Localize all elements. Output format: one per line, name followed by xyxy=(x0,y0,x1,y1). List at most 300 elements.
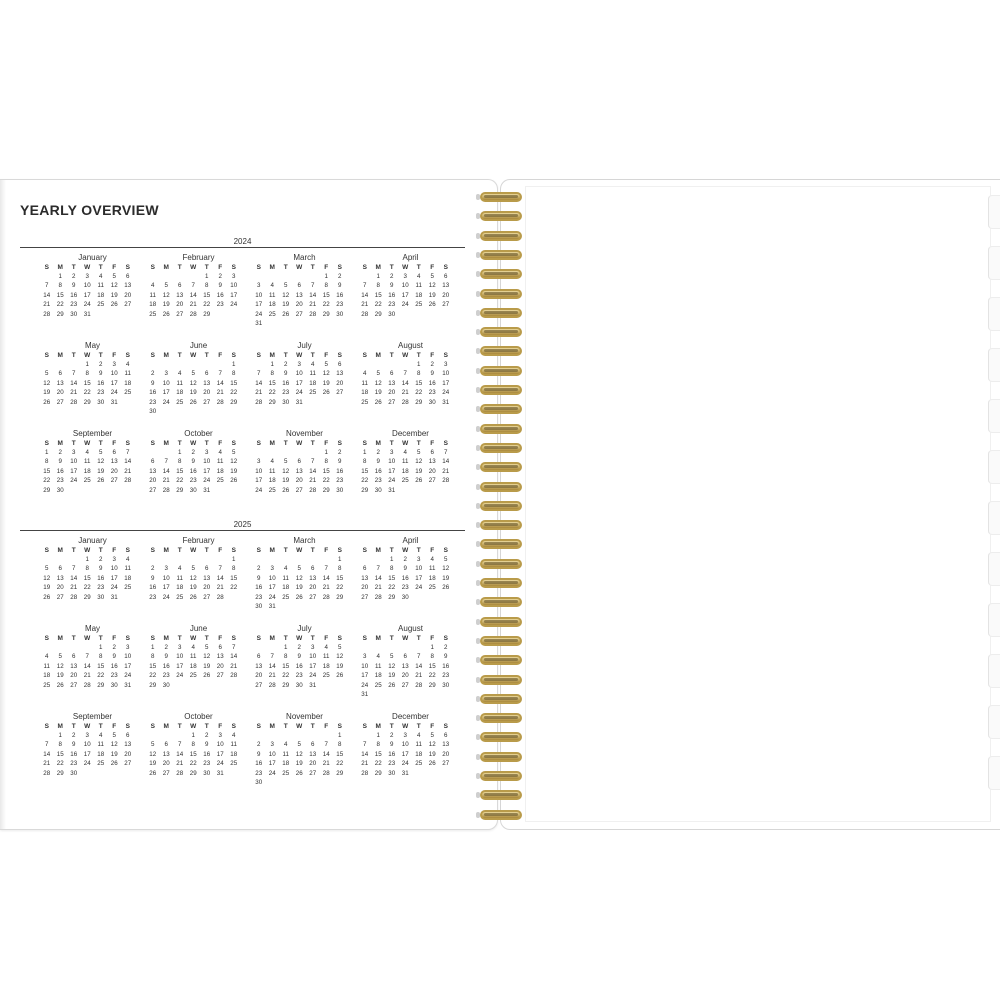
weekday-label: W xyxy=(84,440,91,447)
day-number: 21 xyxy=(189,301,197,309)
week-row xyxy=(358,769,463,778)
weekday-label: M xyxy=(163,440,169,447)
weekday-label: M xyxy=(269,352,275,359)
week-row xyxy=(40,564,145,573)
week-row xyxy=(252,681,357,690)
day-number: 27 xyxy=(336,389,344,397)
day-number: 19 xyxy=(203,662,211,670)
day-number: 29 xyxy=(361,486,369,494)
weekday-label: S xyxy=(231,723,236,730)
day-number: 28 xyxy=(162,486,170,494)
weekday-label: F xyxy=(324,547,329,554)
day-number xyxy=(279,602,293,611)
day-number xyxy=(146,272,160,281)
weekday-header xyxy=(358,263,463,272)
month-calendar xyxy=(252,428,357,516)
spiral-coil xyxy=(474,267,524,281)
weekday-label: S xyxy=(44,635,49,642)
day-number: 3 xyxy=(205,449,209,456)
day-number: 19 xyxy=(97,467,105,475)
day-number: 18 xyxy=(83,467,91,475)
day-number: 3 xyxy=(257,458,261,466)
day-number: 14 xyxy=(124,458,132,466)
day-number: 28 xyxy=(43,310,51,318)
spiral-coil xyxy=(474,808,524,822)
day-number: 3 xyxy=(232,273,236,280)
day-number: 9 xyxy=(72,741,76,749)
month-name: October xyxy=(184,712,213,721)
day-number: 16 xyxy=(442,662,450,670)
day-number: 14 xyxy=(176,750,184,758)
weekday-label: S xyxy=(443,352,448,359)
day-number: 1 xyxy=(205,273,209,280)
day-number xyxy=(293,272,307,281)
day-number: 18 xyxy=(268,301,276,309)
day-number: 11 xyxy=(415,741,422,749)
day-number: 15 xyxy=(374,291,382,299)
month-tab[interactable] xyxy=(988,297,1000,331)
weekday-label: S xyxy=(44,440,49,447)
day-number: 30 xyxy=(295,681,303,689)
week-row xyxy=(358,281,463,290)
week-row xyxy=(40,740,145,749)
day-number xyxy=(252,448,266,457)
day-number: 11 xyxy=(149,291,156,299)
day-number xyxy=(94,769,108,778)
month-tab[interactable] xyxy=(988,450,1000,484)
day-number: 5 xyxy=(324,361,328,368)
month-calendar xyxy=(358,340,463,428)
week-row xyxy=(252,476,357,485)
weekday-label: S xyxy=(150,723,155,730)
weekday-label: F xyxy=(430,723,435,730)
day-number xyxy=(399,643,413,652)
day-number: 18 xyxy=(428,574,436,582)
day-number: 23 xyxy=(216,301,224,309)
weekday-label: F xyxy=(112,440,117,447)
day-number: 24 xyxy=(110,584,118,592)
day-number: 6 xyxy=(72,653,76,661)
day-number: 13 xyxy=(176,291,184,299)
day-number: 4 xyxy=(191,644,195,651)
day-number: 9 xyxy=(390,282,394,290)
week-row xyxy=(252,555,357,564)
day-number: 23 xyxy=(255,769,263,777)
day-number: 3 xyxy=(257,282,261,290)
day-number: 12 xyxy=(295,574,303,582)
month-name: December xyxy=(392,712,429,721)
day-number: 3 xyxy=(72,449,76,456)
day-number: 16 xyxy=(97,574,105,582)
weekday-label: W xyxy=(402,352,409,359)
day-number xyxy=(227,593,241,602)
day-number: 8 xyxy=(363,458,367,466)
day-number: 10 xyxy=(401,282,409,290)
week-row xyxy=(40,457,145,466)
day-number xyxy=(67,555,81,564)
day-number: 20 xyxy=(361,584,369,592)
weekday-header xyxy=(252,634,357,643)
weekday-label: M xyxy=(375,440,381,447)
week-row xyxy=(252,583,357,592)
week-row xyxy=(146,457,251,466)
weekday-label: S xyxy=(337,547,342,554)
day-number: 18 xyxy=(97,291,105,299)
day-number xyxy=(306,731,320,740)
weekday-header xyxy=(40,722,145,731)
day-number: 22 xyxy=(374,760,382,768)
day-number: 6 xyxy=(403,653,407,661)
day-number: 15 xyxy=(97,662,105,670)
week-row xyxy=(252,398,357,407)
week-row xyxy=(252,379,357,388)
week-row xyxy=(358,486,463,495)
spiral-coil xyxy=(474,537,524,551)
day-number: 26 xyxy=(282,486,290,494)
day-number xyxy=(173,272,187,281)
week-row xyxy=(358,272,463,281)
day-number: 5 xyxy=(417,449,421,456)
week-row xyxy=(40,398,145,407)
week-row xyxy=(252,593,357,602)
weekday-label: F xyxy=(112,635,117,642)
day-number: 21 xyxy=(268,672,276,680)
month-tab[interactable] xyxy=(988,399,1000,433)
month-name: July xyxy=(297,624,312,633)
day-number xyxy=(320,398,334,407)
weekday-header xyxy=(40,634,145,643)
day-number: 3 xyxy=(178,644,182,651)
day-number: 16 xyxy=(162,662,170,670)
weekday-label: T xyxy=(98,352,103,359)
day-number: 21 xyxy=(124,467,132,475)
day-number xyxy=(214,407,228,416)
month-tab[interactable] xyxy=(988,195,1000,229)
week-row xyxy=(146,448,251,457)
day-number: 30 xyxy=(149,407,157,415)
week-row xyxy=(358,300,463,309)
day-number: 1 xyxy=(85,556,89,563)
day-number: 28 xyxy=(415,681,423,689)
weekday-label: M xyxy=(375,635,381,642)
day-number xyxy=(293,778,307,787)
weekday-header xyxy=(146,546,251,555)
month-name: October xyxy=(184,429,213,438)
day-number xyxy=(173,407,187,416)
day-number: 23 xyxy=(374,477,382,485)
day-number: 21 xyxy=(70,389,78,397)
day-number: 25 xyxy=(43,681,51,689)
weekday-label: T xyxy=(177,264,182,271)
day-number: 29 xyxy=(336,769,344,777)
day-number: 3 xyxy=(403,273,407,280)
day-number: 26 xyxy=(189,398,197,406)
weekday-label: M xyxy=(57,723,63,730)
month-tab[interactable] xyxy=(988,501,1000,535)
week-row xyxy=(358,476,463,485)
day-number: 12 xyxy=(97,458,105,466)
month-tab[interactable] xyxy=(988,705,1000,739)
week-row xyxy=(146,407,251,416)
day-number: 18 xyxy=(149,301,157,309)
year-label: 2024 xyxy=(233,237,252,246)
day-number xyxy=(81,769,95,778)
day-number: 22 xyxy=(230,389,238,397)
week-row xyxy=(40,310,145,319)
month-calendar xyxy=(358,428,463,516)
day-number: 14 xyxy=(361,291,369,299)
day-number: 9 xyxy=(99,370,103,378)
day-number: 2 xyxy=(403,556,407,563)
day-number: 23 xyxy=(282,389,290,397)
weekday-label: S xyxy=(125,723,130,730)
day-number: 2 xyxy=(112,644,116,651)
spiral-coil xyxy=(474,190,524,204)
week-row xyxy=(146,388,251,397)
day-number xyxy=(121,769,135,778)
week-row xyxy=(358,690,463,699)
day-number: 20 xyxy=(442,291,450,299)
day-number xyxy=(266,643,280,652)
day-number: 24 xyxy=(176,672,184,680)
weekday-label: W xyxy=(296,352,303,359)
day-number: 16 xyxy=(255,760,263,768)
day-number xyxy=(426,769,440,778)
day-number: 23 xyxy=(97,584,105,592)
day-number: 16 xyxy=(336,291,344,299)
day-number: 24 xyxy=(442,389,450,397)
day-number xyxy=(214,360,228,369)
month-calendar xyxy=(146,711,251,799)
weekday-header xyxy=(252,439,357,448)
day-number: 12 xyxy=(442,565,450,573)
day-number: 30 xyxy=(255,778,263,786)
day-number: 10 xyxy=(361,662,369,670)
spiral-coil xyxy=(474,576,524,590)
day-number: 23 xyxy=(149,593,157,601)
day-number: 22 xyxy=(56,301,64,309)
day-number xyxy=(54,555,68,564)
weekday-label: W xyxy=(296,635,303,642)
day-number: 3 xyxy=(363,653,367,661)
day-number: 25 xyxy=(97,760,105,768)
day-number: 27 xyxy=(56,593,64,601)
day-number: 16 xyxy=(388,750,396,758)
day-number xyxy=(252,731,266,740)
day-number: 12 xyxy=(149,750,157,758)
weekday-label: T xyxy=(416,264,421,271)
weekday-label: S xyxy=(362,723,367,730)
day-number: 22 xyxy=(336,760,344,768)
day-number: 10 xyxy=(268,574,276,582)
month-calendar xyxy=(358,535,463,623)
day-number: 14 xyxy=(309,467,317,475)
spiral-coil xyxy=(474,750,524,764)
month-tab[interactable] xyxy=(988,348,1000,382)
day-number: 2 xyxy=(72,273,76,280)
day-number: 8 xyxy=(417,370,421,378)
day-number: 16 xyxy=(374,467,382,475)
week-row xyxy=(40,555,145,564)
day-number xyxy=(279,448,293,457)
day-number: 6 xyxy=(205,370,209,378)
day-number: 9 xyxy=(257,750,261,758)
day-number xyxy=(372,555,386,564)
day-number: 20 xyxy=(203,389,211,397)
week-row xyxy=(40,476,145,485)
day-number: 10 xyxy=(230,282,238,290)
month-tab[interactable] xyxy=(988,603,1000,637)
week-row xyxy=(40,769,145,778)
week-row xyxy=(40,750,145,759)
day-number xyxy=(372,360,386,369)
week-row xyxy=(358,759,463,768)
weekday-label: F xyxy=(218,440,223,447)
day-number: 20 xyxy=(295,477,303,485)
week-row xyxy=(40,272,145,281)
day-number: 3 xyxy=(164,565,168,573)
day-number: 10 xyxy=(295,370,303,378)
weekday-label: M xyxy=(57,547,63,554)
day-number: 7 xyxy=(324,741,328,749)
day-number: 19 xyxy=(428,291,436,299)
day-number: 9 xyxy=(297,653,301,661)
weekday-label: M xyxy=(163,264,169,271)
day-number: 1 xyxy=(45,449,49,456)
day-number: 22 xyxy=(176,477,184,485)
weekday-label: T xyxy=(71,723,76,730)
day-number: 12 xyxy=(428,741,436,749)
day-number: 16 xyxy=(295,662,303,670)
day-number: 5 xyxy=(45,370,49,378)
month-name: June xyxy=(189,624,208,633)
day-number xyxy=(94,310,108,319)
day-number: 12 xyxy=(388,662,396,670)
weekday-label: S xyxy=(256,352,261,359)
day-number: 20 xyxy=(295,301,303,309)
month-name: April xyxy=(402,536,419,545)
day-number: 13 xyxy=(124,741,132,749)
day-number: 16 xyxy=(428,379,436,387)
day-number xyxy=(67,486,81,495)
day-number: 2 xyxy=(151,565,155,573)
day-number: 12 xyxy=(43,379,51,387)
week-row xyxy=(252,643,357,652)
day-number: 5 xyxy=(232,449,236,456)
day-number: 2 xyxy=(205,732,209,739)
day-number: 19 xyxy=(295,584,303,592)
week-row xyxy=(252,671,357,680)
day-number xyxy=(306,555,320,564)
day-number: 1 xyxy=(324,273,328,280)
day-number: 2 xyxy=(390,732,394,739)
week-row xyxy=(252,448,357,457)
day-number: 11 xyxy=(402,458,409,466)
day-number: 31 xyxy=(110,593,118,601)
day-number: 23 xyxy=(295,672,303,680)
month-tab[interactable] xyxy=(988,246,1000,280)
weekday-label: F xyxy=(218,352,223,359)
day-number: 22 xyxy=(268,389,276,397)
week-row xyxy=(146,398,251,407)
month-name: November xyxy=(286,712,323,721)
day-number: 15 xyxy=(282,662,290,670)
day-number: 7 xyxy=(45,741,49,749)
day-number: 13 xyxy=(203,379,211,387)
month-calendar xyxy=(146,252,251,340)
day-number: 8 xyxy=(85,370,89,378)
day-number: 4 xyxy=(45,653,49,661)
day-number: 10 xyxy=(268,750,276,758)
week-row xyxy=(40,369,145,378)
week-row xyxy=(146,555,251,564)
day-number: 28 xyxy=(322,593,330,601)
month-tab[interactable] xyxy=(988,654,1000,688)
day-number: 17 xyxy=(70,467,78,475)
weekday-label: T xyxy=(283,440,288,447)
day-number: 14 xyxy=(189,291,197,299)
day-number: 10 xyxy=(162,379,170,387)
day-number: 22 xyxy=(415,389,423,397)
day-number: 16 xyxy=(70,750,78,758)
week-row xyxy=(358,457,463,466)
day-number xyxy=(306,448,320,457)
day-number: 10 xyxy=(415,565,423,573)
day-number: 13 xyxy=(203,574,211,582)
day-number xyxy=(200,555,214,564)
day-number: 17 xyxy=(401,291,409,299)
day-number: 29 xyxy=(56,310,64,318)
day-number: 1 xyxy=(58,273,62,280)
spiral-coil xyxy=(474,769,524,783)
day-number xyxy=(173,681,187,690)
week-row xyxy=(40,652,145,661)
month-calendar xyxy=(252,711,357,799)
week-row xyxy=(358,681,463,690)
day-number: 14 xyxy=(83,662,91,670)
month-tab[interactable] xyxy=(988,552,1000,586)
year-label: 2025 xyxy=(233,520,252,529)
day-number xyxy=(146,555,160,564)
day-number xyxy=(358,555,372,564)
day-number xyxy=(227,486,241,495)
day-number: 20 xyxy=(216,662,224,670)
day-number: 8 xyxy=(376,282,380,290)
day-number: 17 xyxy=(309,662,317,670)
day-number: 12 xyxy=(189,574,197,582)
day-number: 2 xyxy=(257,565,261,573)
weekday-label: F xyxy=(112,547,117,554)
day-number: 16 xyxy=(203,750,211,758)
day-number: 30 xyxy=(336,486,344,494)
month-tab[interactable] xyxy=(988,756,1000,790)
week-row xyxy=(146,369,251,378)
day-number: 10 xyxy=(70,458,78,466)
week-row xyxy=(146,671,251,680)
day-number: 29 xyxy=(43,486,51,494)
day-number: 6 xyxy=(151,458,155,466)
day-number: 3 xyxy=(403,732,407,739)
day-number: 29 xyxy=(149,681,157,689)
day-number: 23 xyxy=(336,301,344,309)
day-number: 13 xyxy=(216,653,224,661)
weekday-label: S xyxy=(44,264,49,271)
week-row xyxy=(252,769,357,778)
day-number: 5 xyxy=(297,565,301,573)
week-row xyxy=(358,574,463,583)
day-number xyxy=(252,360,266,369)
weekday-label: M xyxy=(163,723,169,730)
